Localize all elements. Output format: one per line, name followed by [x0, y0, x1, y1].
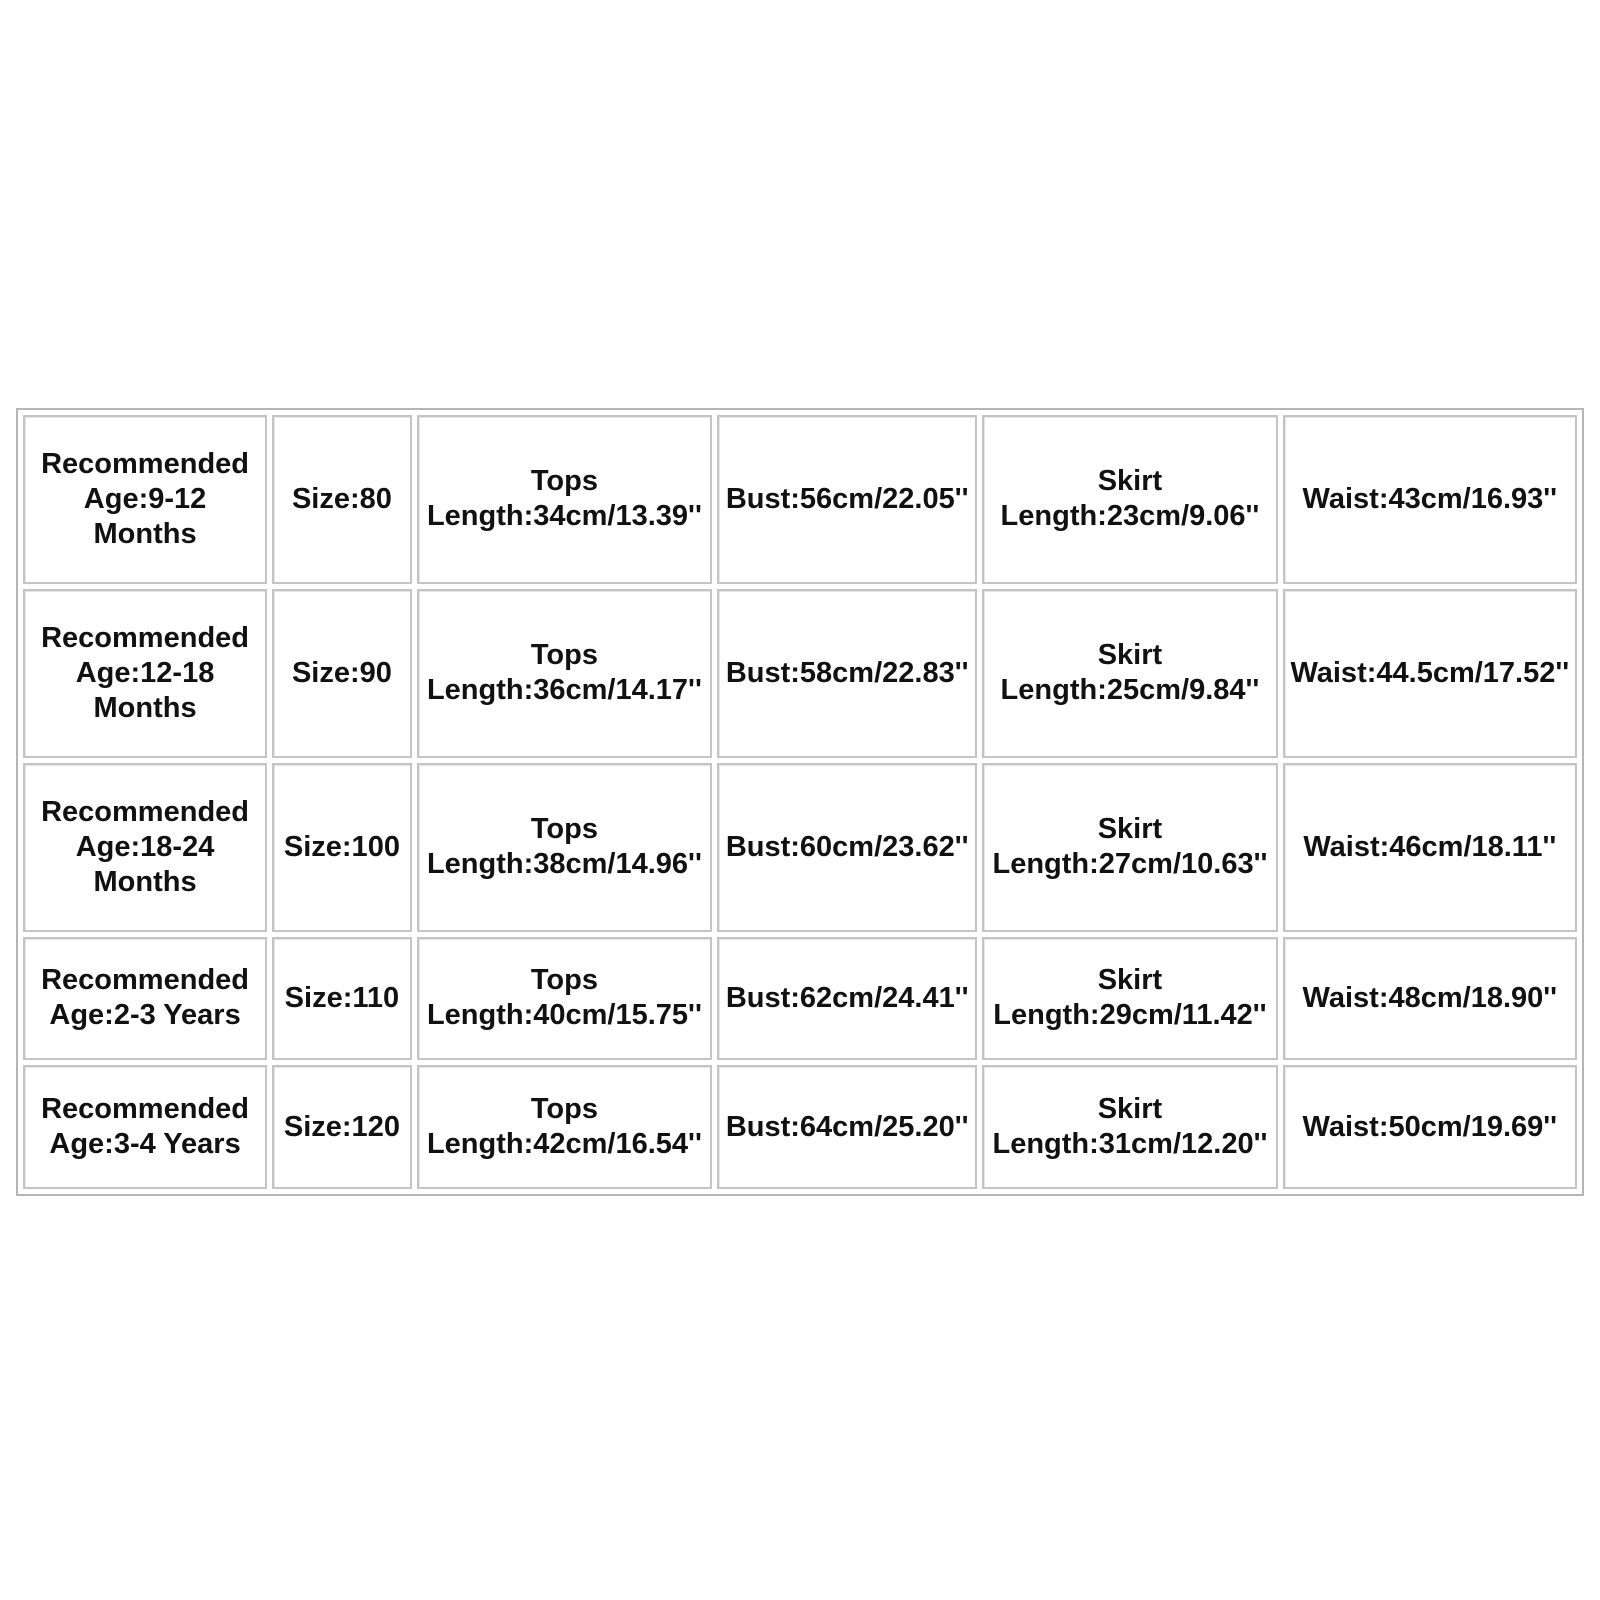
bust-value: Bust:60cm/23.62'': [725, 830, 969, 863]
tops-length-value: Length:38cm/14.96'': [426, 848, 702, 881]
age-line: Recommended: [41, 621, 249, 654]
bust-cell: [717, 415, 977, 584]
age-line: Recommended: [41, 1093, 249, 1126]
tops-length-cell: [417, 937, 712, 1061]
age-line: Months: [93, 865, 197, 898]
age-cell: [23, 1065, 267, 1189]
bust-cell: [717, 763, 977, 932]
waist-value: Waist:48cm/18.90'': [1302, 981, 1558, 1014]
bust-value: Bust:62cm/24.41'': [725, 981, 969, 1014]
tops-length-value: Length:40cm/15.75'': [426, 999, 702, 1032]
table-row: [23, 937, 1577, 1061]
size-cell: [272, 937, 412, 1061]
age-cell: [23, 763, 267, 932]
table-row: [23, 415, 1577, 584]
tops-length-cell: [417, 1065, 712, 1189]
bust-value: Bust:58cm/22.83'': [725, 656, 969, 689]
bust-cell: [717, 937, 977, 1061]
table-row: [23, 1065, 1577, 1189]
table-row: [23, 763, 1577, 932]
skirt-label: Skirt: [1097, 465, 1163, 498]
skirt-length-cell: [982, 589, 1277, 758]
tops-length-value: Length:36cm/14.17'': [426, 674, 702, 707]
waist-value: Waist:50cm/19.69'': [1302, 1110, 1558, 1143]
tops-length-cell: [417, 415, 712, 584]
size-value: Size:100: [283, 830, 400, 863]
tops-length-cell: [417, 589, 712, 758]
waist-value: Waist:43cm/16.93'': [1302, 482, 1558, 515]
table-row: [23, 589, 1577, 758]
skirt-label: Skirt: [1097, 813, 1163, 846]
bust-value: Bust:56cm/22.05'': [725, 482, 969, 515]
age-line: Age:9-12: [83, 482, 207, 515]
skirt-length-cell: [982, 415, 1277, 584]
waist-cell: [1283, 415, 1577, 584]
age-line: Age:18-24: [75, 830, 215, 863]
size-value: Size:110: [284, 981, 400, 1014]
skirt-length-cell: [982, 1065, 1277, 1189]
skirt-length-cell: [982, 937, 1277, 1061]
tops-length-value: Length:42cm/16.54'': [426, 1128, 702, 1161]
tops-label: Tops: [530, 964, 598, 997]
waist-value: Waist:46cm/18.11'': [1303, 830, 1557, 863]
tops-label: Tops: [530, 1093, 598, 1126]
waist-value: Waist:44.5cm/17.52'': [1290, 656, 1570, 689]
tops-label: Tops: [530, 813, 598, 846]
skirt-label: Skirt: [1097, 964, 1163, 997]
skirt-length-value: Length:25cm/9.84'': [1000, 674, 1260, 707]
age-cell: [23, 937, 267, 1061]
age-line: Recommended: [41, 964, 249, 997]
size-cell: [272, 763, 412, 932]
skirt-label: Skirt: [1097, 1093, 1163, 1126]
bust-cell: [717, 1065, 977, 1189]
waist-cell: [1283, 937, 1577, 1061]
size-value: Size:80: [291, 482, 392, 515]
tops-label: Tops: [530, 465, 598, 498]
tops-length-cell: [417, 763, 712, 932]
age-line: Recommended: [41, 795, 249, 828]
age-line: Months: [93, 517, 197, 550]
skirt-label: Skirt: [1097, 639, 1163, 672]
bust-value: Bust:64cm/25.20'': [725, 1110, 969, 1143]
age-line: Age:3-4 Years: [49, 1128, 241, 1161]
age-line: Age:12-18: [75, 656, 215, 689]
age-cell: [23, 415, 267, 584]
skirt-length-value: Length:29cm/11.42'': [993, 999, 1267, 1032]
size-value: Size:120: [283, 1110, 400, 1143]
skirt-length-value: Length:27cm/10.63'': [992, 848, 1268, 881]
waist-cell: [1283, 1065, 1577, 1189]
age-cell: [23, 589, 267, 758]
size-cell: [272, 415, 412, 584]
size-value: Size:90: [291, 656, 392, 689]
tops-length-value: Length:34cm/13.39'': [426, 500, 702, 533]
age-line: Recommended: [41, 447, 249, 480]
age-line: Age:2-3 Years: [49, 999, 241, 1032]
size-cell: [272, 589, 412, 758]
bust-cell: [717, 589, 977, 758]
age-line: Months: [93, 691, 197, 724]
waist-cell: [1283, 589, 1577, 758]
waist-cell: [1283, 763, 1577, 932]
tops-label: Tops: [530, 639, 598, 672]
size-chart-table: [16, 408, 1584, 1196]
skirt-length-cell: [982, 763, 1277, 932]
skirt-length-value: Length:23cm/9.06'': [1000, 500, 1260, 533]
skirt-length-value: Length:31cm/12.20'': [992, 1128, 1268, 1161]
size-cell: [272, 1065, 412, 1189]
